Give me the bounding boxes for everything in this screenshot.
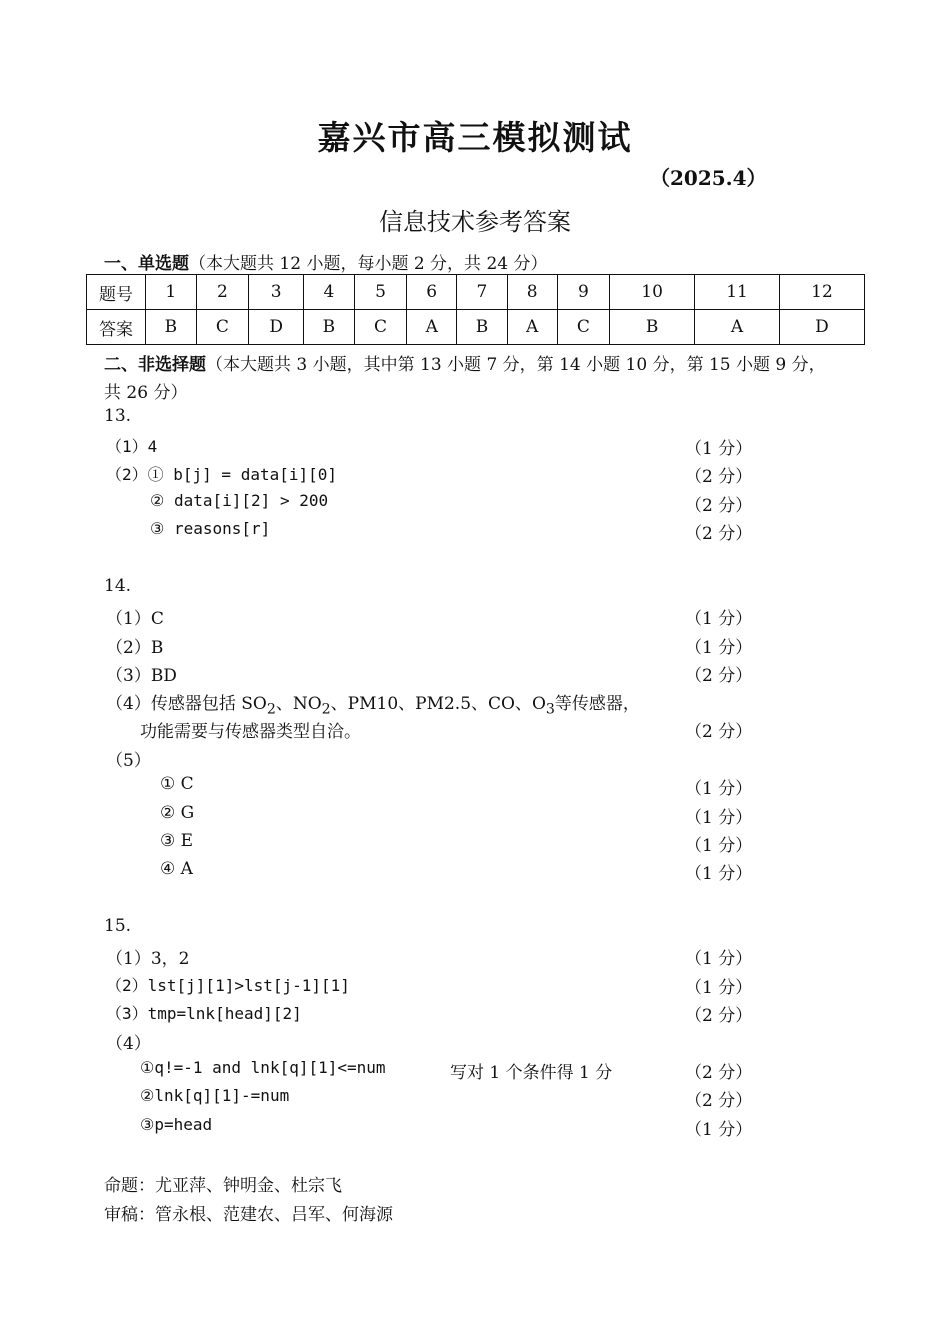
table-cell: B [457, 310, 508, 345]
q13-answer-2: （2）① b[j] = data[i][0] [106, 465, 338, 484]
q14-answer-2: （2）B [106, 638, 164, 658]
q13-score-2: （2 分） [685, 467, 753, 487]
table-cell: 3 [249, 275, 304, 310]
q15-score-1: （1 分） [685, 949, 753, 969]
q15-answer-3: （3）tmp=lnk[head][2] [106, 1004, 302, 1023]
table-cell: C [196, 310, 249, 345]
section2-note-cont: 共 26 分） [104, 383, 188, 403]
q14-answer-3: （3）BD [106, 666, 177, 686]
table-cell: D [249, 310, 304, 345]
table-cell: B [146, 310, 197, 345]
row-label-number: 题号 [87, 275, 146, 310]
row-label-answer: 答案 [87, 310, 146, 345]
table-cell: 7 [457, 275, 508, 310]
q13-label: 13. [104, 406, 132, 426]
q14-score-1: （1 分） [685, 609, 753, 629]
table-cell: 5 [354, 275, 407, 310]
q13-answer-3: ② data[i][2] > 200 [150, 491, 329, 510]
answer-table-number-row [87, 275, 865, 310]
q15-score-3: （2 分） [685, 1006, 753, 1026]
q14-4-text-b: 、NO [275, 694, 322, 714]
section1-title: 一、单选题 [104, 254, 189, 274]
table-cell: A [507, 310, 557, 345]
exam-date: （2025.4） [650, 166, 767, 190]
q13-score-1: （1 分） [685, 439, 753, 459]
q13-score-4: （2 分） [685, 524, 753, 544]
q14-5-answer-4: ④ A [160, 859, 193, 879]
subscript: 2 [266, 701, 276, 718]
q14-4-text-d: 等传感器， [554, 694, 640, 714]
q14-score-4: （2 分） [685, 722, 753, 742]
q14-label: 14. [104, 576, 132, 596]
q15-4-answer-2: ②lnk[q][1]-=num [140, 1086, 290, 1105]
q14-5-score-4: （1 分） [685, 864, 753, 884]
table-cell: 11 [695, 275, 780, 310]
q14-5-score-1: （1 分） [685, 779, 753, 799]
q13-answer-4: ③ reasons[r] [150, 519, 271, 538]
credits-reviewers: 审稿：管永根、范建农、吕军、何海源 [104, 1205, 393, 1225]
table-cell: 4 [304, 275, 355, 310]
table-cell: D [779, 310, 864, 345]
q14-5-answer-2: ② G [160, 803, 195, 823]
subscript: 2 [321, 701, 331, 718]
q14-5-score-3: （1 分） [685, 836, 753, 856]
table-cell: 1 [146, 275, 197, 310]
q13-answer-1: （1）4 [106, 437, 158, 456]
q15-answer-2: （2）lst[j][1]>lst[j-1][1] [106, 976, 350, 995]
answer-table [86, 274, 865, 345]
q14-5-answer-3: ③ E [160, 831, 194, 851]
table-cell: 6 [407, 275, 457, 310]
q14-score-2: （1 分） [685, 638, 753, 658]
q15-4-score-2: （2 分） [685, 1091, 753, 1111]
page-subtitle: 信息技术参考答案 [379, 208, 571, 236]
q13-score-3: （2 分） [685, 496, 753, 516]
table-cell: 10 [610, 275, 695, 310]
q14-4-text-c: 、PM10、PM2.5、CO、O [330, 694, 546, 714]
q14-answer-4-line1 [106, 689, 640, 717]
subscript: 3 [545, 701, 555, 718]
page-title: 嘉兴市高三模拟测试 [317, 118, 633, 157]
q15-4-answer-3: ③p=head [140, 1115, 213, 1134]
table-cell: 2 [196, 275, 249, 310]
q14-5-score-2: （1 分） [685, 808, 753, 828]
q15-4-answer-1: ①q!=-1 and lnk[q][1]<=num [140, 1058, 386, 1077]
section1-note: （本大题共 12 小题，每小题 2 分，共 24 分） [189, 254, 548, 274]
credits-authors: 命题：尤亚萍、钟明金、杜宗飞 [104, 1176, 342, 1196]
section1-heading [104, 249, 548, 274]
q15-4-label: （4） [106, 1034, 151, 1054]
q15-4-score-1: （2 分） [685, 1063, 753, 1083]
section2-title: 二、非选择题 [104, 355, 206, 375]
table-cell: 8 [507, 275, 557, 310]
q15-answer-1: （1）3，2 [106, 949, 190, 969]
table-cell: C [557, 310, 610, 345]
table-cell: A [407, 310, 457, 345]
q15-score-2: （1 分） [685, 978, 753, 998]
table-cell: 9 [557, 275, 610, 310]
q15-4-score-3: （1 分） [685, 1120, 753, 1140]
q14-answer-1: （1）C [106, 609, 164, 629]
q14-4-text-a: （4）传感器包括 SO [106, 694, 267, 714]
table-cell: B [610, 310, 695, 345]
table-cell: B [304, 310, 355, 345]
q15-4-note: 写对 1 个条件得 1 分 [450, 1063, 613, 1083]
table-cell: C [354, 310, 407, 345]
section2-heading [104, 350, 826, 375]
table-cell: 12 [779, 275, 864, 310]
table-cell: A [695, 310, 780, 345]
section2-note: （本大题共 3 小题，其中第 13 小题 7 分，第 14 小题 10 分，第 15 小题 9 分， [206, 355, 826, 375]
q14-5-label: （5） [106, 751, 151, 771]
q14-5-answer-1: ① C [160, 774, 194, 794]
answer-table-answer-row [87, 310, 865, 345]
q15-label: 15. [104, 916, 132, 936]
q14-answer-4-line2: 功能需要与传感器类型自洽。 [140, 722, 361, 742]
q14-score-3: （2 分） [685, 666, 753, 686]
